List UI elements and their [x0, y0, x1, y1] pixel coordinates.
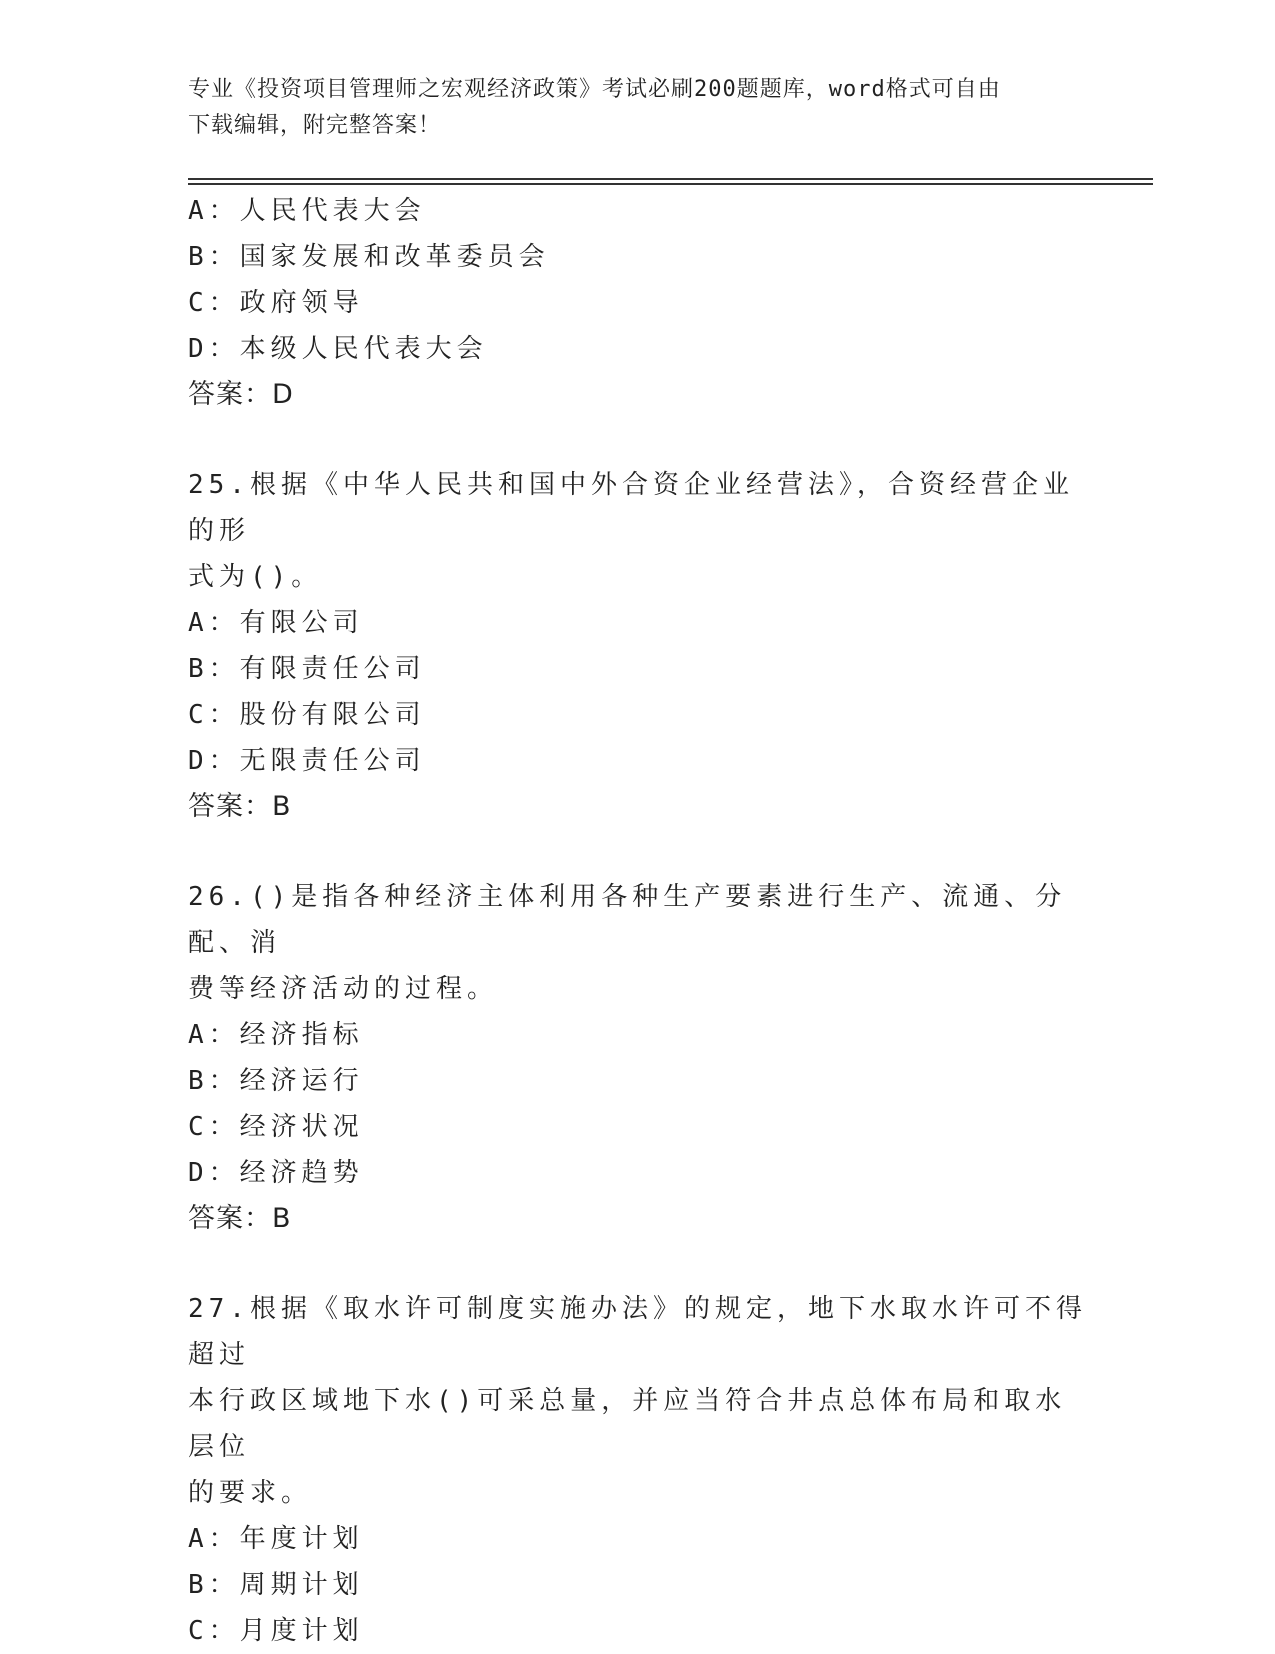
option-a: A：人民代表大会 — [188, 196, 426, 226]
option-d: D：本级人民代表大会 — [188, 334, 488, 364]
question-text-line: 27.根据《取水许可制度实施办法》的规定，地下水取水许可不得超过 — [188, 1294, 1087, 1370]
option-c: C：经济状况 — [188, 1112, 364, 1142]
question-text-line: 25.根据《中华人民共和国中外合资企业经营法》，合资经营企业的形 — [188, 470, 1074, 546]
option-a: A：有限公司 — [188, 608, 364, 638]
option-d: D：经济趋势 — [188, 1158, 364, 1188]
option-c: C：政府领导 — [188, 288, 364, 318]
question-24-continued — [188, 188, 1088, 418]
document-header — [188, 72, 1068, 144]
header-line-2: 下载编辑，附完整答案！ — [188, 113, 442, 138]
question-26 — [188, 874, 1088, 1242]
option-b: B：国家发展和改革委员会 — [188, 242, 550, 272]
header-divider-bottom — [188, 183, 1153, 185]
option-c: C：月度计划 — [188, 1616, 364, 1646]
header-line-1: 专业《投资项目管理师之宏观经济政策》考试必刷200题题库，word格式可自由 — [188, 77, 1001, 102]
option-a: A：经济指标 — [188, 1020, 364, 1050]
question-list — [188, 188, 1088, 1654]
option-b: B：有限责任公司 — [188, 654, 426, 684]
header-divider-top — [188, 178, 1153, 180]
option-d: D：无限责任公司 — [188, 746, 426, 776]
answer-text: 答案：B — [188, 791, 292, 822]
question-text-line: 式为()。 — [188, 562, 323, 592]
option-b: B：周期计划 — [188, 1570, 364, 1600]
question-text-line: 26.()是指各种经济主体利用各种生产要素进行生产、流通、分配、消 — [188, 882, 1067, 958]
question-27 — [188, 1286, 1088, 1654]
question-text-line: 费等经济活动的过程。 — [188, 974, 499, 1004]
answer-text: 答案：B — [188, 1203, 292, 1234]
question-text-line: 的要求。 — [188, 1478, 313, 1508]
question-25 — [188, 462, 1088, 830]
option-b: B：经济运行 — [188, 1066, 364, 1096]
option-c: C：股份有限公司 — [188, 700, 426, 730]
option-a: A：年度计划 — [188, 1524, 364, 1554]
question-text-line: 本行政区域地下水()可采总量，并应当符合井点总体布局和取水层位 — [188, 1386, 1067, 1462]
answer-text: 答案：D — [188, 379, 294, 410]
